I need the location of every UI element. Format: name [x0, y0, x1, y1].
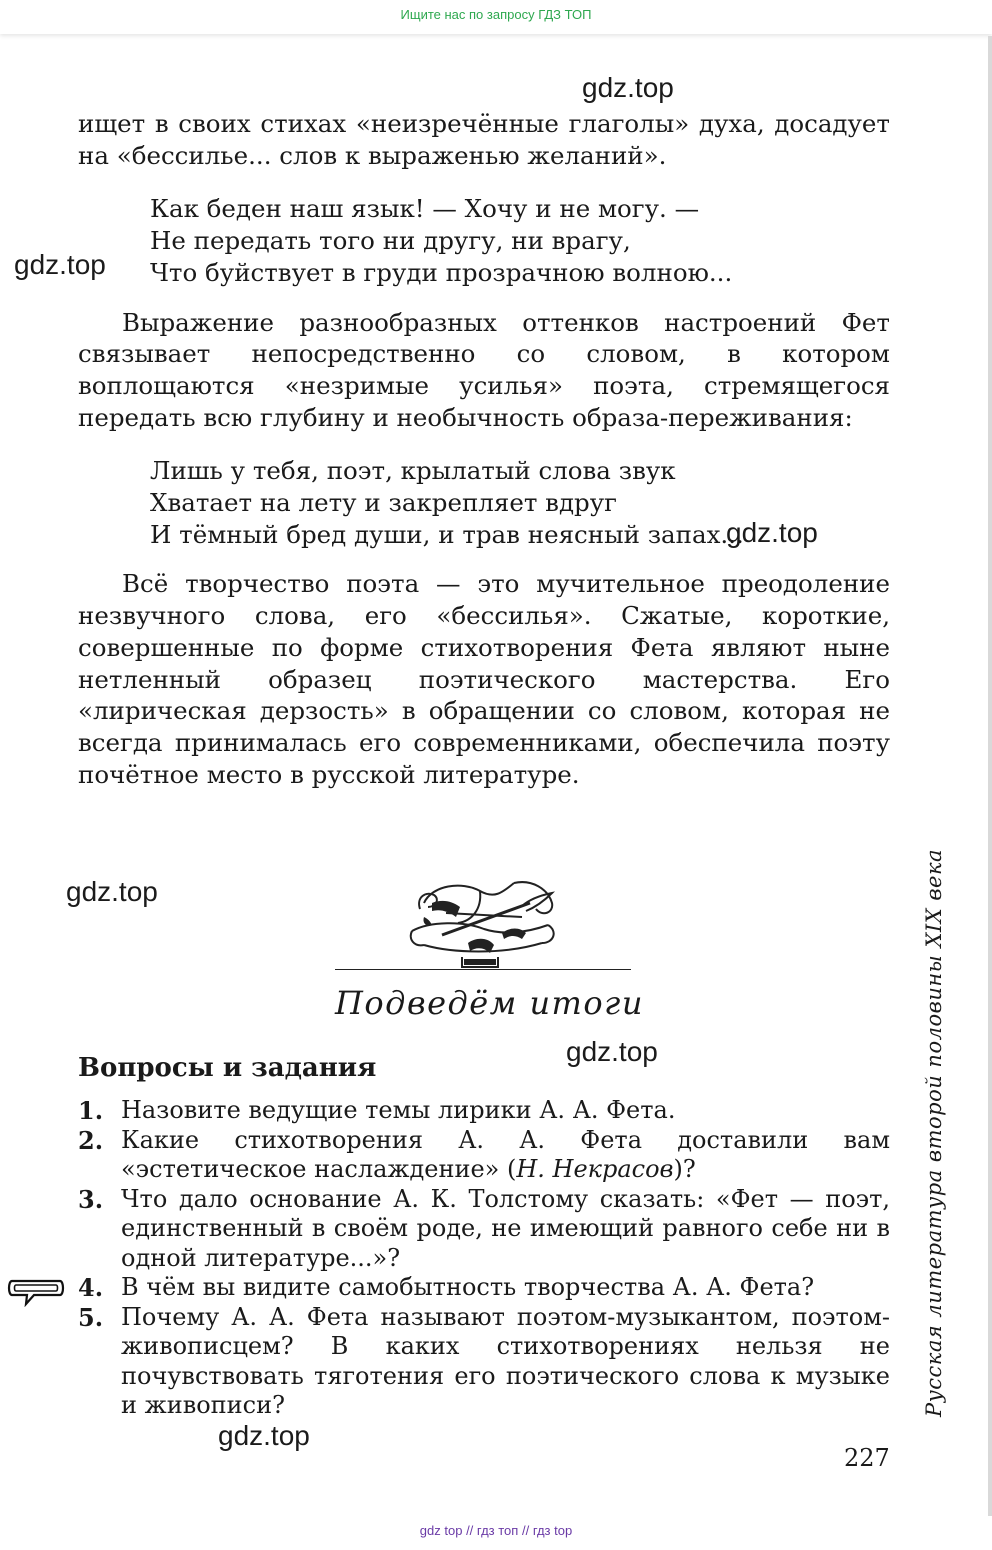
verse-line: Лишь у тебя, поэт, крылатый слова звук [150, 456, 676, 486]
question-text: Назовите ведущие темы лирики А. А. Фета. [121, 1096, 676, 1124]
footer-link[interactable]: гдз топ [476, 1523, 519, 1538]
author-name: Н. Некрасов [516, 1155, 674, 1183]
question-text: В чём вы видите самобытность творчества А. А. Фета? [121, 1273, 815, 1301]
page-body [78, 108, 890, 790]
footer-links [0, 1523, 992, 1538]
section-divider [335, 969, 631, 970]
question-number: 1. [78, 1096, 104, 1125]
question-item [78, 1273, 890, 1303]
watermark: gdz.top [14, 249, 106, 280]
section-title: Подведём итоги [335, 984, 644, 1022]
questions-heading: Вопросы и задания [78, 1053, 377, 1083]
top-banner-link[interactable]: Ищите нас по запросу ГДЗ ТОП [400, 7, 592, 22]
questions-list [78, 1096, 890, 1421]
question-item [78, 1185, 890, 1274]
watermark: gdz.top [218, 1420, 310, 1451]
verse-line: Как беден наш язык! — Хочу и не могу. — [150, 194, 700, 224]
question-text [121, 1126, 890, 1185]
question-number: 2. [78, 1125, 104, 1155]
question-number: 3. [78, 1184, 104, 1214]
paragraph-3: Всё творчество поэта — это мучительное преодоление незвучного слова, его «бессилья». Сжатые, короткие, совершенные по форме стихотворения Фета являют ныне нетленный образец поэтического мастерства. Его «лирическая дерзость» в обращении со словом, которая не всегда принималась его современниками, обеспечила поэту почётное место в русской литературе. [78, 569, 890, 789]
page-number: 227 [844, 1444, 890, 1472]
question-number: 4. [78, 1273, 104, 1302]
footer-link[interactable]: gdz top [419, 1523, 463, 1538]
question-text: Что дало основание А. К. Толстому сказать: «Фет — поэт, единственный в своём роде, не имеющий равного себе ни в одной литературе...»? [121, 1184, 890, 1272]
paragraph-1: ищет в своих стихах «неизречённые глаголы» духа, досадует на «бессилье... слов к выраженью желаний». [78, 109, 890, 170]
question-text-part: Какие стихотворения А. А. Фета доставили вам «эстетическое наслаждение» ( [121, 1125, 890, 1183]
watermark: gdz.top [582, 72, 674, 103]
top-banner [0, 0, 992, 34]
watermark: gdz.top [66, 876, 158, 907]
verse-line: Хватает на лету и закрепляет вдруг [150, 488, 617, 518]
question-text: Почему А. А. Фета называют поэтом-музыкантом, поэтом-живописцем? В каких стихотворениях нельзя не почувствовать тяготения его поэтического слова к музыке и живописи? [121, 1302, 890, 1419]
verse-line: Не передать того ни другу, ни врагу, [150, 226, 631, 256]
question-number: 5. [78, 1302, 104, 1332]
question-item [78, 1096, 890, 1126]
watermark: gdz.top [726, 517, 818, 548]
page-edge-divider [988, 36, 992, 1516]
speech-bubble-icon [6, 1277, 66, 1307]
scroll-quill-ornament-icon [402, 873, 562, 971]
footer-separator: // [521, 1523, 530, 1538]
verse-1 [150, 193, 890, 288]
watermark: gdz.top [566, 1036, 658, 1067]
question-item [78, 1303, 890, 1421]
question-item [78, 1126, 890, 1185]
footer-separator: // [466, 1523, 474, 1538]
paragraph-2: Выражение разнообразных оттенков настроений Фет связывает непосредственно со словом, в котором воплощаются «незримые усилья» поэта, стремящегося передать всю глубину и необычность образа-переживания: [78, 307, 890, 432]
question-text-part: )? [673, 1155, 696, 1183]
verse-line: Что буйствует в груди прозрачною волною... [150, 257, 733, 287]
running-title-text: Русская литература второй половины XIX века [922, 848, 946, 1418]
verse-line: И тёмный бред души, и трав неясный запах... [150, 519, 744, 549]
footer-link[interactable]: гдз top [532, 1523, 573, 1538]
